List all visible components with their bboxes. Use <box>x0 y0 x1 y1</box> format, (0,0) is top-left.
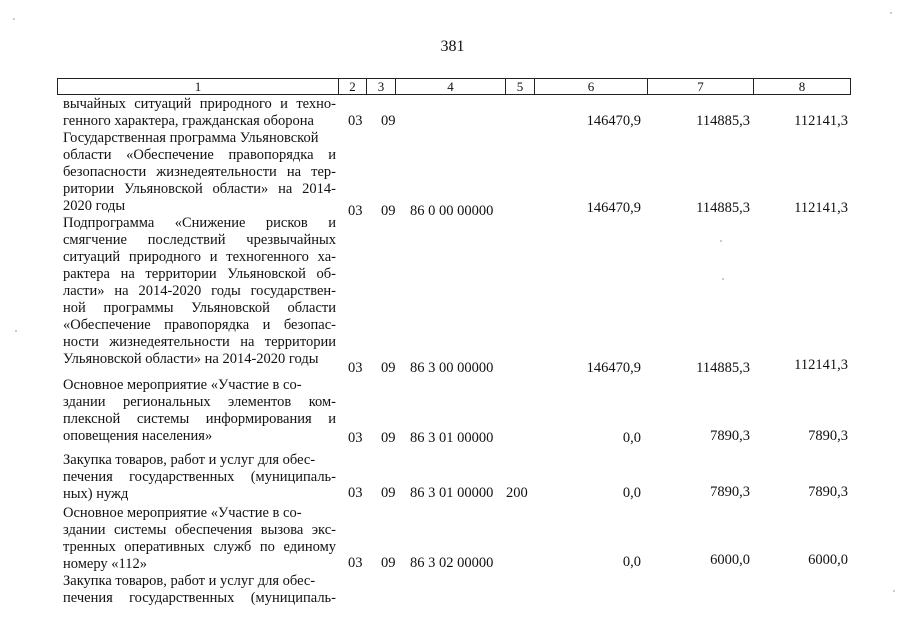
row-description-line: Государственная программа Ульяновской <box>63 130 319 146</box>
header-cell-5: 5 <box>506 79 535 94</box>
row-description-line: Основное мероприятие «Участие в со- <box>63 377 302 393</box>
cell-amount-8: 112141,3 <box>794 357 848 373</box>
table-header-row <box>57 78 851 95</box>
cell-subsection: 09 <box>381 360 396 376</box>
row-description-line: Закупка товаров, работ и услуг для обес- <box>63 573 316 589</box>
row-description-line: ной программы Ульяновской области <box>63 300 336 316</box>
row-description-line: номеру «112» <box>63 556 147 572</box>
cell-amount-8: 112141,3 <box>794 200 848 216</box>
row-description-line: плексной системы информирования и <box>63 411 336 427</box>
cell-amount-8: 6000,0 <box>808 552 848 568</box>
cell-amount-7: 114885,3 <box>696 360 750 376</box>
cell-section: 03 <box>348 430 363 446</box>
cell-amount-8: 7890,3 <box>808 428 848 444</box>
row-description-line: здании системы обеспечения вызова экс- <box>63 522 336 538</box>
row-description-line: тренных оперативных служб по единому <box>63 539 336 555</box>
scan-speck <box>722 278 724 280</box>
row-description-line: смягчение последствий чрезвычайных <box>63 232 336 248</box>
cell-amount-7: 7890,3 <box>710 484 750 500</box>
scan-speck <box>15 330 17 332</box>
row-description-line: «Обеспечение правопорядка и безопас- <box>63 317 336 333</box>
cell-subsection: 09 <box>381 113 396 129</box>
cell-amount-6: 146470,9 <box>586 200 641 216</box>
cell-subsection: 09 <box>381 203 396 219</box>
header-cell-6: 6 <box>535 79 648 94</box>
cell-target-code: 86 3 01 00000 <box>410 485 494 501</box>
header-cell-3: 3 <box>367 79 396 94</box>
cell-amount-6: 0,0 <box>622 430 641 446</box>
cell-target-code: 86 3 02 00000 <box>410 555 494 571</box>
header-cell-4: 4 <box>396 79 506 94</box>
row-description-line: Закупка товаров, работ и услуг для обес- <box>63 452 316 468</box>
row-description-line: ности жизнедеятельности на территории <box>63 334 336 350</box>
cell-section: 03 <box>348 113 363 129</box>
cell-section: 03 <box>348 360 363 376</box>
cell-subsection: 09 <box>381 430 396 446</box>
row-description-line: печения государственных (муниципаль- <box>63 590 336 606</box>
cell-subsection: 09 <box>381 555 396 571</box>
cell-amount-7: 114885,3 <box>696 200 750 216</box>
row-description-line: оповещения населения» <box>63 428 213 444</box>
header-cell-8: 8 <box>798 79 806 94</box>
row-description-line: ных) нужд <box>63 486 129 502</box>
row-description-line: генного характера, гражданская оборона <box>63 113 314 129</box>
header-cell-7: 7 <box>648 79 754 94</box>
cell-amount-7: 6000,0 <box>710 552 750 568</box>
row-description-line: Ульяновской области» на 2014-2020 годы <box>63 351 319 367</box>
row-description-line: ласти» на 2014-2020 годы государствен- <box>63 283 336 299</box>
page-number: 381 <box>440 38 465 55</box>
row-description-line: области «Обеспечение правопорядка и <box>63 147 336 163</box>
row-description-line: Подпрограмма «Снижение рисков и <box>63 215 336 231</box>
cell-target-code: 86 0 00 00000 <box>410 203 494 219</box>
cell-amount-6: 146470,9 <box>586 360 641 376</box>
cell-section: 03 <box>348 485 363 501</box>
cell-expense-type: 200 <box>506 485 528 501</box>
row-description-line: ритории Ульяновской области» на 2014- <box>63 181 336 197</box>
cell-amount-6: 146470,9 <box>586 113 641 129</box>
row-description-line: 2020 годы <box>63 198 126 214</box>
scan-speck <box>13 18 15 20</box>
cell-target-code: 86 3 01 00000 <box>410 430 494 446</box>
cell-amount-7: 7890,3 <box>710 428 750 444</box>
row-description-line: печения государственных (муниципаль- <box>63 469 336 485</box>
header-cell-1: 1 <box>58 79 339 94</box>
row-description-line: вычайных ситуаций природного и техно- <box>63 96 336 112</box>
cell-section: 03 <box>348 203 363 219</box>
scan-speck <box>890 12 892 14</box>
cell-amount-8: 112141,3 <box>794 113 848 129</box>
cell-amount-7: 114885,3 <box>696 113 750 129</box>
row-description-line: ситуаций природного и техногенного ха- <box>63 249 336 265</box>
scan-speck <box>893 590 895 592</box>
cell-section: 03 <box>348 555 363 571</box>
cell-amount-6: 0,0 <box>622 554 641 570</box>
row-description-line: рактера на территории Ульяновской об- <box>63 266 336 282</box>
row-description-line: безопасности жизнедеятельности на тер- <box>63 164 336 180</box>
row-description-line: здании региональных элементов ком- <box>63 394 336 410</box>
cell-amount-8: 7890,3 <box>808 484 848 500</box>
cell-amount-6: 0,0 <box>622 485 641 501</box>
cell-subsection: 09 <box>381 485 396 501</box>
cell-target-code: 86 3 00 00000 <box>410 360 494 376</box>
scan-speck <box>720 240 722 242</box>
row-description-line: Основное мероприятие «Участие в со- <box>63 505 302 521</box>
header-cell-2: 2 <box>339 79 367 94</box>
